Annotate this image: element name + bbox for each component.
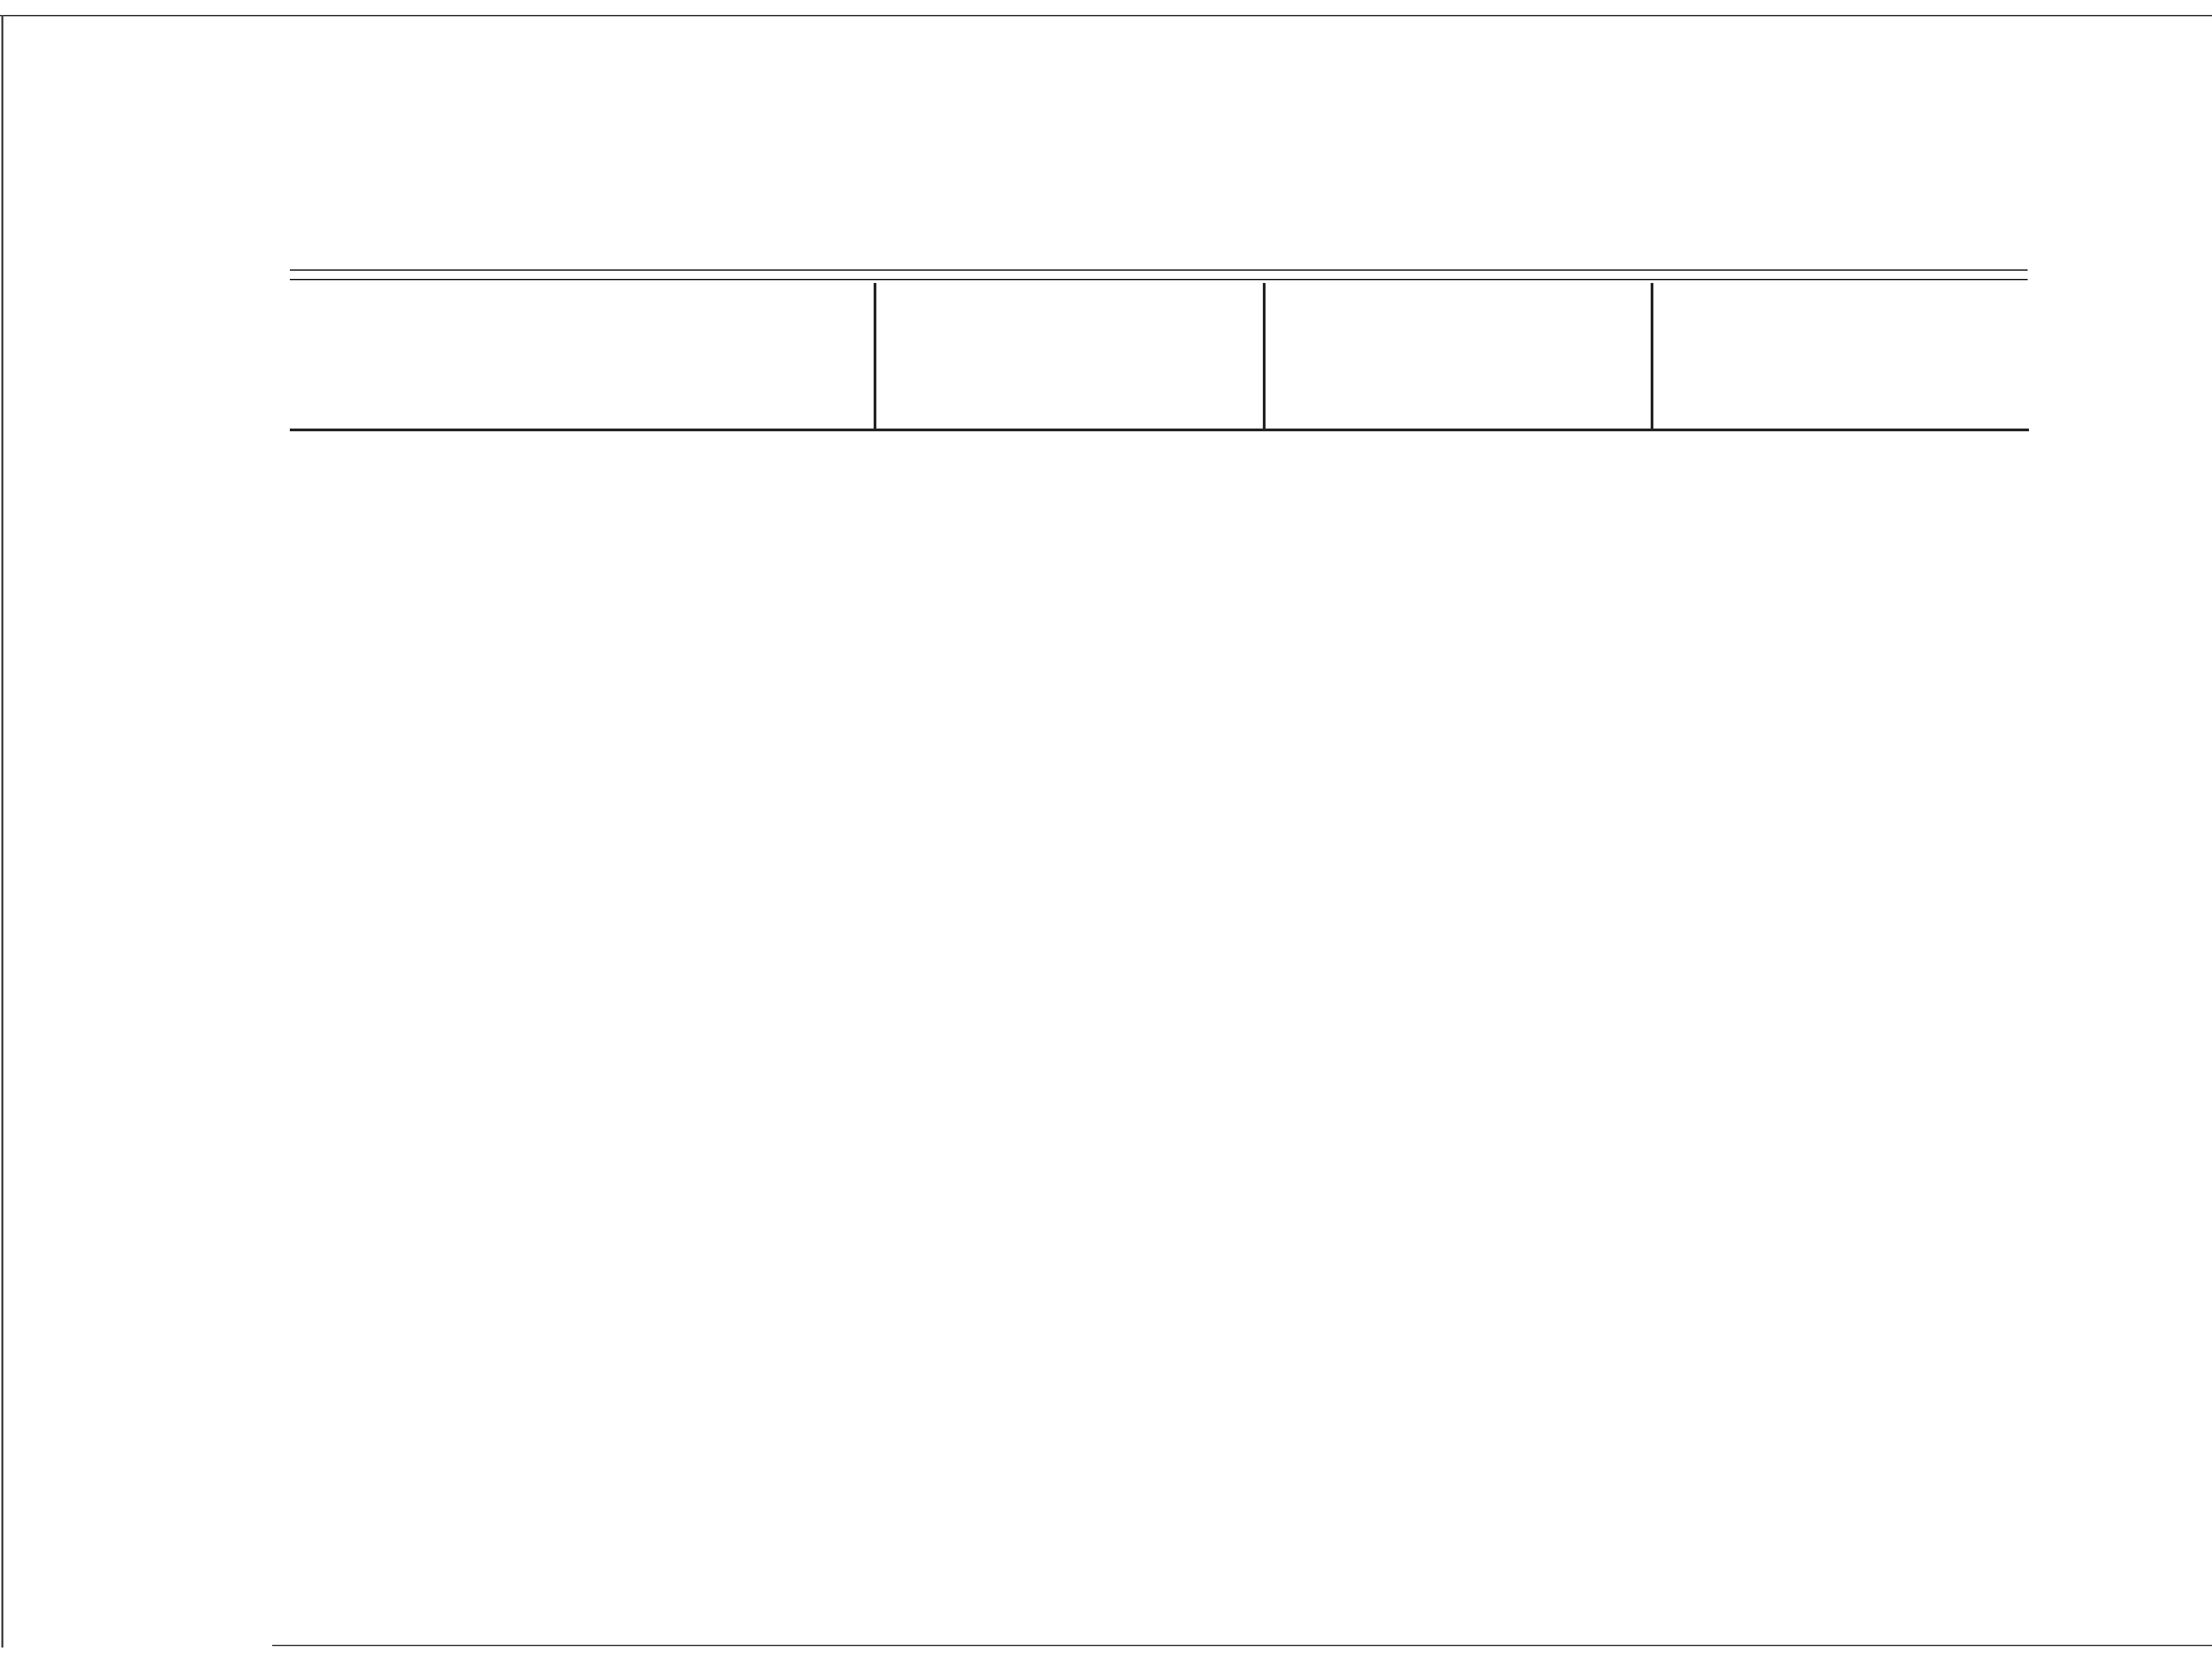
- page-left-edge: [1, 15, 3, 1648]
- page-bottom-edge: [272, 1645, 2212, 1646]
- industry-column-header: [290, 283, 875, 430]
- header-rule-top: [290, 269, 2028, 271]
- earnings-table: [290, 283, 2029, 431]
- header-rule-bottom: [290, 279, 2028, 280]
- group-header-hourly: [875, 283, 1264, 430]
- page-top-edge: [0, 15, 2212, 16]
- group-header-hours: [1264, 283, 1652, 430]
- group-header-weekly: [1652, 283, 2029, 430]
